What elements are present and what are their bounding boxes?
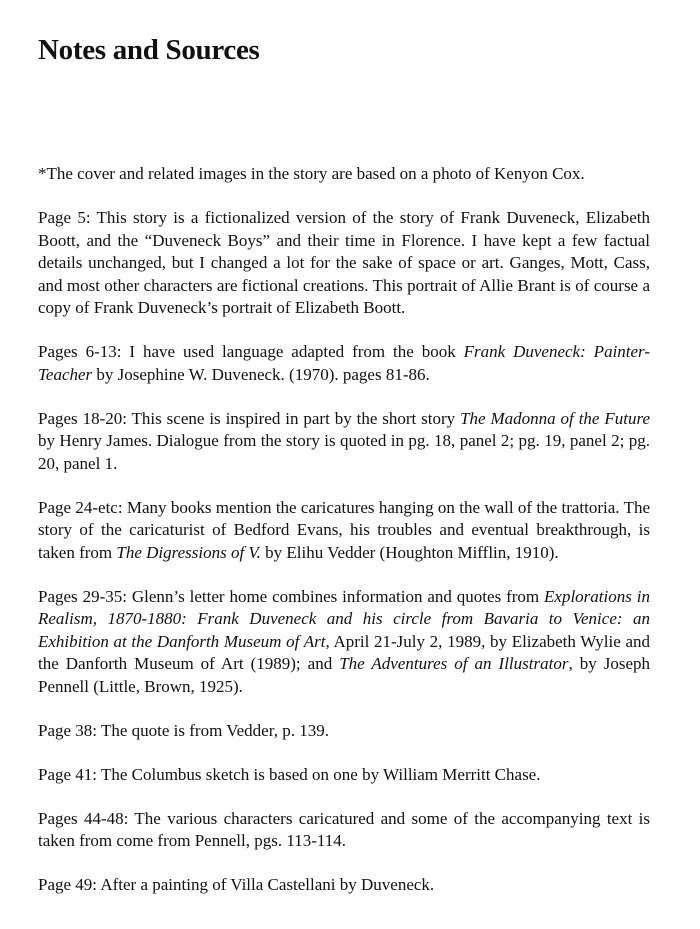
notes-list <box>38 163 650 897</box>
note-text: Page 41: The Columbus sketch is based on one by William Merritt Chase. <box>38 764 541 784</box>
note-text: by Elihu Vedder (Houghton Mifflin, 1910). <box>260 542 559 562</box>
page-title: Notes and Sources <box>38 34 260 66</box>
note-pages-6-13 <box>38 341 650 386</box>
note-pages-18-20 <box>38 408 650 476</box>
note-text: Pages 6-13: I have used language adapted from the book <box>38 342 464 361</box>
note-pages-29-35 <box>38 586 650 699</box>
note-pages-44-48 <box>38 808 650 853</box>
note-italic-title: Frank Duveneck: Painter-Teacher <box>38 342 650 384</box>
note-text: , April 21-July 2, 1989, by Elizabeth Wylie and the Danforth Museum of Art (1989); and <box>38 631 650 673</box>
note-italic-title: The Madonna of the Future <box>460 408 650 428</box>
note-text: *The cover and related images in the story are based on a photo of Kenyon Cox. <box>38 164 585 183</box>
note-text: Page 49: After a painting of Villa Castellani by Duveneck. <box>38 875 435 894</box>
note-text: Page 5: This story is a fictionalized version of the story of Frank Duveneck, Elizabeth Boott, and the “Duveneck Boys” and their time in Florence. I have kept a few factual details unchanged, but I changed a lot for the sake of space or art. Ganges, Mott, Cass, and most other characters are fictional creations. This portrait of Allie Brant is of course a copy of Frank Duveneck’s portrait of Elizabeth Boott. <box>38 208 650 317</box>
note-page-38 <box>38 720 650 743</box>
note-cover <box>38 163 650 186</box>
document-page <box>38 30 650 918</box>
note-text: Page 24-etc: Many books mention the caricatures hanging on the wall of the trattoria. The story of the caricaturist of Bedford Evans, his troubles and eventual breakthrough, is taken from <box>38 497 650 562</box>
note-text: by Henry James. Dialogue from the story is quoted in pg. 18, panel 2; pg. 19, panel 2; pg. 20, panel 1. <box>38 431 650 473</box>
note-italic-title: The Digressions of V. <box>116 542 261 562</box>
note-text: , by Joseph Pennell (Little, Brown, 1925). <box>38 654 650 696</box>
note-text: Pages 18-20: This scene is inspired in part by the short story <box>38 408 461 428</box>
note-text: Pages 44-48: The various characters caricatured and some of the accompanying text is taken from come from Pennell, pgs. 113-114. <box>38 808 650 850</box>
note-text: Pages 29-35: Glenn’s letter home combines information and quotes from <box>38 586 545 606</box>
note-text: Page 38: The quote is from Vedder, p. 139. <box>38 720 329 740</box>
note-page-41 <box>38 764 650 787</box>
note-page-24 <box>38 497 650 565</box>
note-page-5 <box>38 207 650 320</box>
note-italic-title: Explorations in Realism, 1870-1880: Frank Duveneck and his circle from Bavaria to Venice: an Exhibition at the Danforth Museum of Art <box>38 586 650 651</box>
note-text: by Josephine W. Duveneck. (1970). pages 81-86. <box>92 364 430 384</box>
note-italic-title: The Adventures of an Illustrator <box>339 654 569 673</box>
note-page-49 <box>38 874 650 897</box>
